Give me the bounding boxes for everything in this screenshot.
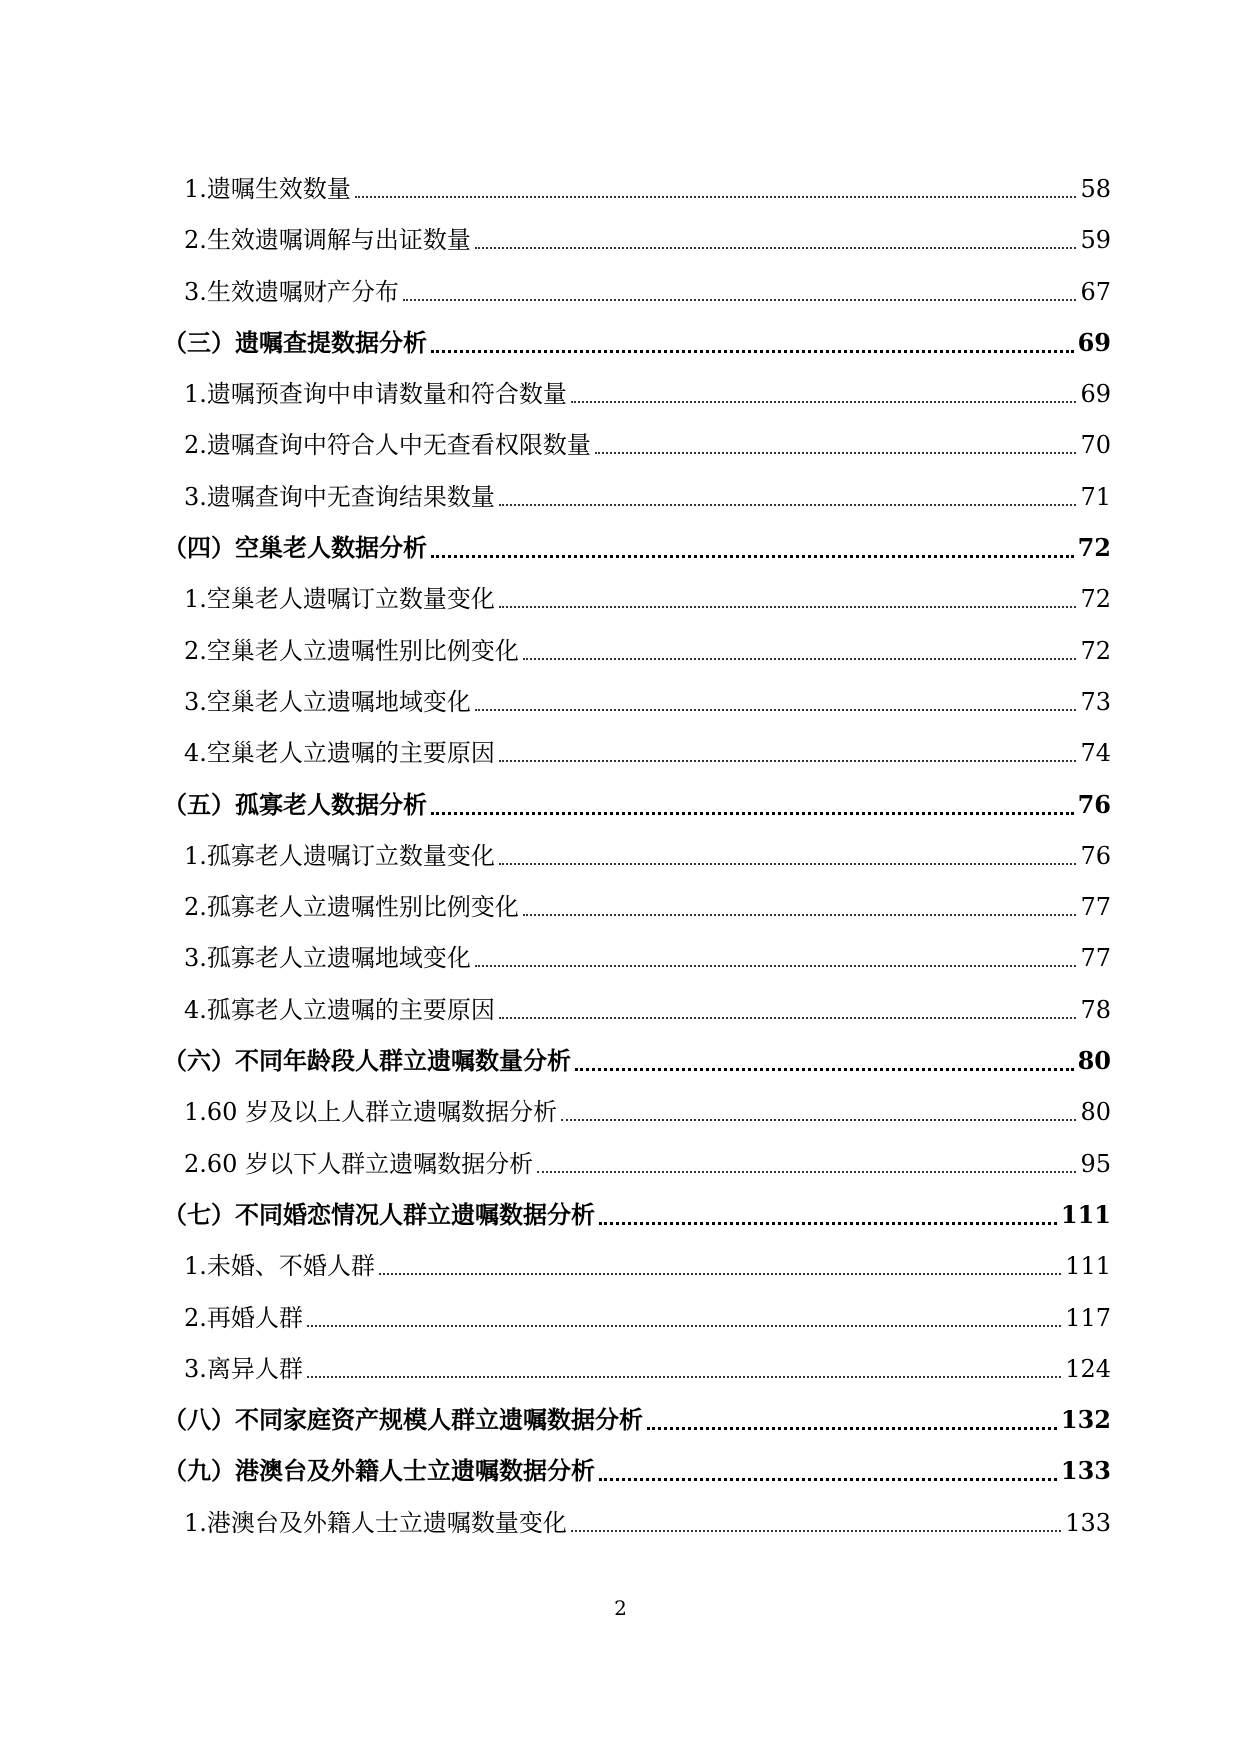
toc-section-entry[interactable] [0,533,1111,584]
toc-dot-leader [537,1149,1076,1173]
toc-section-entry[interactable] [0,328,1111,379]
toc-dot-leader [561,1097,1076,1121]
toc-entry-title: 4.空巢老人立遗嘱的主要原因 [184,739,495,768]
toc-subsection-entry[interactable] [0,225,1111,276]
toc-entry-page-number: 59 [1080,226,1111,255]
toc-subsection-entry[interactable] [0,892,1111,943]
toc-entry-page-number: 69 [1077,327,1111,357]
toc-dot-leader [499,482,1077,506]
toc-entry-page-number: 67 [1080,277,1111,306]
toc-subsection-entry[interactable] [0,841,1111,892]
toc-dot-leader [475,225,1077,249]
toc-subsection-entry[interactable] [0,430,1111,481]
toc-section-entry[interactable] [0,1456,1111,1507]
toc-entry-title: （八）不同家庭资产规模人群立遗嘱数据分析 [163,1405,643,1435]
toc-entry-title: 2.空巢老人立遗嘱性别比例变化 [184,636,519,665]
toc-dot-leader [431,790,1074,815]
toc-dot-leader [595,430,1077,454]
toc-entry-page-number: 117 [1065,1303,1111,1332]
toc-entry-page-number: 133 [1060,1456,1111,1486]
toc-dot-leader [307,1303,1061,1327]
toc-entry-title: 1.60 岁及以上人群立遗嘱数据分析 [184,1098,558,1127]
toc-entry-title: （五）孤寡老人数据分析 [163,789,427,819]
toc-entry-title: 2.遗嘱查询中符合人中无查看权限数量 [184,431,591,460]
toc-dot-leader [523,636,1077,660]
toc-dot-leader [499,738,1077,762]
toc-entry-page-number: 124 [1065,1354,1111,1383]
toc-entry-page-number: 77 [1080,944,1111,973]
toc-entry-title: 1.未婚、不婚人群 [184,1252,375,1281]
toc-dot-leader [523,892,1077,916]
toc-section-entry[interactable] [0,1405,1111,1456]
toc-entry-page-number: 73 [1080,687,1111,716]
toc-entry-title: 1.孤寡老人遗嘱订立数量变化 [184,841,495,870]
toc-entry-page-number: 111 [1065,1252,1111,1281]
toc-entry-page-number: 72 [1080,636,1111,665]
toc-entry-title: 1.空巢老人遗嘱订立数量变化 [184,585,495,614]
toc-entry-page-number: 58 [1080,175,1111,203]
toc-section-entry[interactable] [0,1046,1111,1097]
toc-subsection-entry[interactable] [0,174,1111,225]
toc-entry-title: 2.60 岁以下人群立遗嘱数据分析 [184,1149,534,1178]
toc-entry-page-number: 132 [1060,1405,1111,1435]
toc-entry-title: 2.生效遗嘱调解与出证数量 [184,226,471,255]
toc-subsection-entry[interactable] [0,1354,1111,1405]
toc-entry-title: 2.再婚人群 [184,1303,303,1332]
toc-entry-title: 3.孤寡老人立遗嘱地域变化 [184,944,471,973]
toc-entry-title: （四）空巢老人数据分析 [163,533,427,563]
toc-dot-leader [599,1200,1057,1225]
toc-subsection-entry[interactable] [0,277,1111,328]
toc-dot-leader [499,841,1077,865]
toc-subsection-entry[interactable] [0,995,1111,1046]
toc-dot-leader [575,1046,1074,1071]
toc-subsection-entry[interactable] [0,1097,1111,1148]
toc-dot-leader [599,1456,1057,1481]
toc-subsection-entry[interactable] [0,1508,1111,1559]
toc-dot-leader [355,174,1077,198]
toc-dot-leader [571,1508,1061,1532]
toc-section-entry[interactable] [0,790,1111,841]
toc-entry-title: （六）不同年龄段人群立遗嘱数量分析 [163,1046,571,1076]
toc-entry-title: （七）不同婚恋情况人群立遗嘱数据分析 [163,1199,595,1229]
toc-entry-title: 2.孤寡老人立遗嘱性别比例变化 [184,893,519,922]
toc-entry-page-number: 78 [1080,995,1111,1024]
toc-dot-leader [475,943,1077,967]
toc-dot-leader [499,995,1077,1019]
toc-entry-title: 3.离异人群 [184,1354,303,1383]
toc-entry-page-number: 74 [1080,739,1111,768]
toc-entry-page-number: 80 [1077,1046,1111,1076]
toc-dot-leader [475,687,1077,711]
toc-subsection-entry[interactable] [0,584,1111,635]
toc-entry-page-number: 76 [1077,789,1111,819]
toc-dot-leader [431,328,1074,353]
toc-dot-leader [307,1354,1061,1378]
toc-entry-page-number: 76 [1080,841,1111,870]
toc-subsection-entry[interactable] [0,738,1111,789]
toc-subsection-entry[interactable] [0,1251,1111,1302]
toc-entry-title: 1.遗嘱生效数量 [184,175,351,203]
toc-subsection-entry[interactable] [0,687,1111,738]
toc-entry-title: （三）遗嘱查提数据分析 [163,327,427,357]
page-number: 2 [614,1596,627,1620]
toc-entry-page-number: 77 [1080,893,1111,922]
toc-dot-leader [379,1251,1061,1275]
toc-dot-leader [431,533,1074,558]
toc-entry-title: 1.港澳台及外籍人士立遗嘱数量变化 [184,1508,567,1537]
toc-entry-title: 3.遗嘱查询中无查询结果数量 [184,482,495,511]
toc-entry-page-number: 72 [1080,585,1111,614]
toc-entry-title: 1.遗嘱预查询中申请数量和符合数量 [184,380,567,409]
toc-entry-page-number: 133 [1065,1508,1111,1537]
toc-entry-title: （九）港澳台及外籍人士立遗嘱数据分析 [163,1456,595,1486]
toc-entry-page-number: 70 [1080,431,1111,460]
toc-entry-page-number: 72 [1077,533,1111,563]
toc-subsection-entry[interactable] [0,1149,1111,1200]
toc-subsection-entry[interactable] [0,636,1111,687]
toc-entry-title: 3.生效遗嘱财产分布 [184,277,399,306]
toc-entry-title: 3.空巢老人立遗嘱地域变化 [184,687,471,716]
toc-dot-leader [403,277,1077,301]
toc-section-entry[interactable] [0,1200,1111,1251]
table-of-contents [0,174,1241,1559]
toc-dot-leader [647,1405,1057,1430]
toc-subsection-entry[interactable] [0,482,1111,533]
toc-dot-leader [571,379,1077,403]
toc-entry-page-number: 80 [1080,1098,1111,1127]
toc-subsection-entry[interactable] [0,1303,1111,1354]
toc-entry-page-number: 69 [1080,380,1111,409]
toc-entry-page-number: 71 [1080,482,1111,511]
toc-entry-page-number: 111 [1060,1199,1111,1229]
toc-entry-title: 4.孤寡老人立遗嘱的主要原因 [184,995,495,1024]
toc-subsection-entry[interactable] [0,943,1111,994]
toc-dot-leader [499,584,1077,608]
toc-subsection-entry[interactable] [0,379,1111,430]
toc-entry-page-number: 95 [1080,1149,1111,1178]
